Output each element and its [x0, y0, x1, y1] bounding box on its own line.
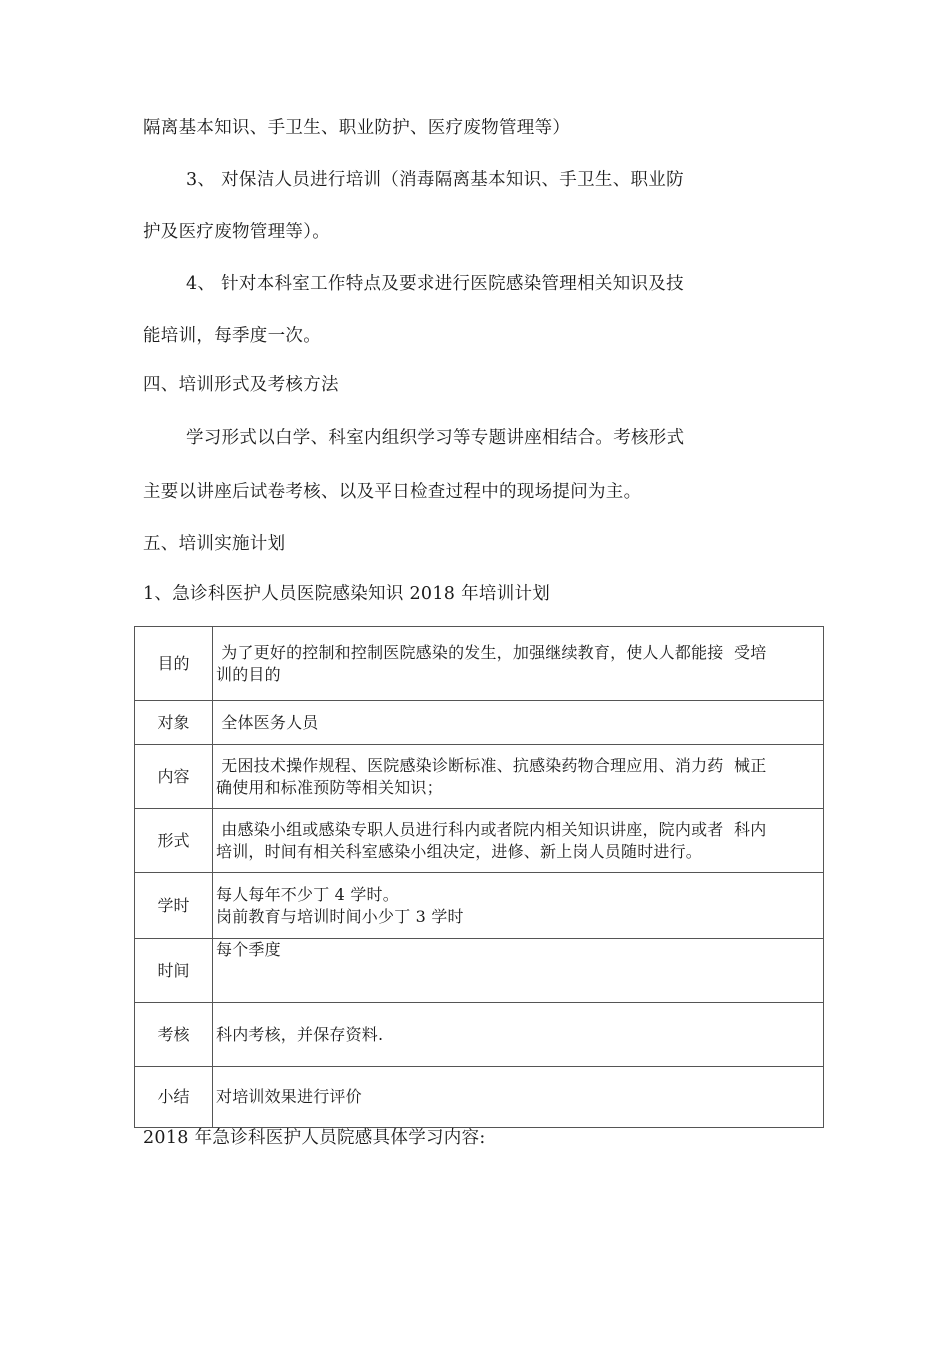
- row-label: 目的: [135, 627, 213, 701]
- row-label: 内容: [135, 745, 213, 809]
- footer-text: 2018 年急诊科医护人员院感具体学习内容:: [143, 1128, 486, 1148]
- section-heading: 四、培训形式及考核方法: [143, 375, 339, 395]
- paragraph-line: 3、 对保洁人员进行培训（消毒隔离基本知识、手卫生、职业防: [186, 170, 684, 190]
- row-label: 对象: [135, 701, 213, 745]
- value-line: 确使用和标准预防等相关知识；: [216, 777, 443, 797]
- table-row: [135, 627, 824, 701]
- row-value: [213, 1003, 824, 1067]
- row-value: [213, 809, 824, 873]
- paragraph-line: 主要以讲座后试卷考核、以及平日检查过程中的现场提问为主。: [143, 482, 642, 502]
- paragraph-line: 4、 针对本科室工作特点及要求进行医院感染管理相关知识及技: [186, 274, 684, 294]
- row-value: [213, 939, 824, 1003]
- paragraph-line: 护及医疗废物管理等）。: [143, 222, 331, 242]
- value-line: 对培训效果进行评价: [216, 1087, 362, 1106]
- row-value: [213, 701, 824, 745]
- row-label: 学时: [135, 873, 213, 939]
- row-label: 考核: [135, 1003, 213, 1067]
- value-line: 科内考核，并保存资料.: [216, 1024, 384, 1044]
- table-caption: 1、急诊科医护人员医院感染知识 2018 年培训计划: [143, 584, 551, 604]
- row-value: [213, 873, 824, 939]
- value-line: 每个季度: [216, 940, 281, 959]
- value-line: 岗前教育与培训时间小少丁 3 学时: [216, 906, 464, 926]
- table-row: [135, 873, 824, 939]
- training-plan-table: [134, 626, 824, 1128]
- table-row: [135, 1003, 824, 1067]
- row-value: [213, 1067, 824, 1128]
- section-heading: 五、培训实施计划: [143, 534, 286, 554]
- row-value: [213, 627, 824, 701]
- value-line: 全体医务人员: [216, 712, 319, 732]
- value-line: 每人每年不少丁 4 学时。: [216, 884, 399, 904]
- table-row: [135, 939, 824, 1003]
- value-line: 由感染小组或感染专职人员进行科内或者院内相关知识讲座，院内或者 科内: [216, 819, 767, 839]
- row-value: [213, 745, 824, 809]
- table-row: [135, 1067, 824, 1128]
- paragraph-line: 能培训，每季度一次。: [143, 326, 321, 346]
- row-label: 小结: [135, 1067, 213, 1128]
- table-row: [135, 701, 824, 745]
- row-label: 形式: [135, 809, 213, 873]
- value-line: 培训，时间有相关科室感染小组决定，进修、新上岗人员随时进行。: [216, 841, 703, 861]
- value-line: 为了更好的控制和控制医院感染的发生，加强继续教育，使人人都能接 受培: [216, 642, 767, 662]
- table-row: [135, 745, 824, 809]
- paragraph-line: 隔离基本知识、手卫生、职业防护、医疗废物管理等）: [143, 118, 571, 138]
- row-label: 时间: [135, 939, 213, 1003]
- value-line: 无困技术操作规程、医院感染诊断标准、抗感染药物合理应用、消力药 械正: [216, 755, 767, 775]
- table-row: [135, 809, 824, 873]
- paragraph-line: 学习形式以白学、科室内组织学习等专题讲座相结合。考核形式: [186, 428, 685, 448]
- value-line: 训的目的: [216, 664, 281, 684]
